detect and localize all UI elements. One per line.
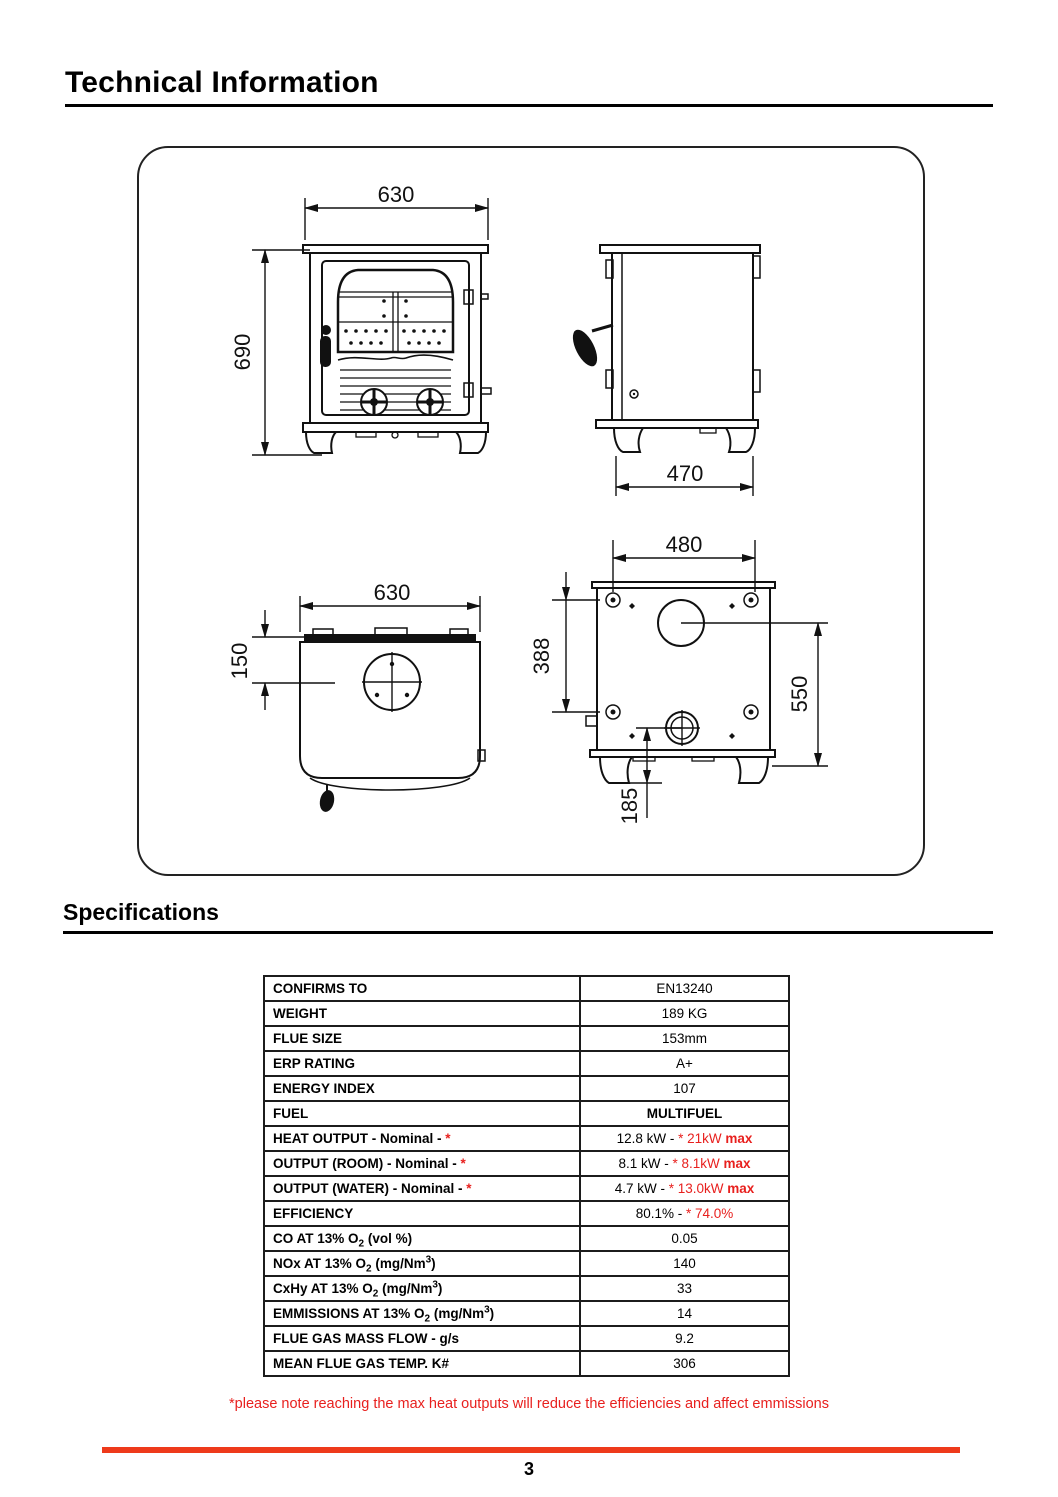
spec-value: 0.05 xyxy=(580,1226,789,1251)
boiler-bolts xyxy=(606,593,758,719)
dim-front-width: 630 xyxy=(377,182,415,207)
spec-value: 8.1 kW - * 8.1kW max xyxy=(580,1151,789,1176)
table-row xyxy=(264,1151,789,1176)
section-underline xyxy=(63,931,993,934)
spec-value: 12.8 kW - * 21kW max xyxy=(580,1126,789,1151)
door-handle-side xyxy=(568,325,613,370)
table-row xyxy=(264,1101,789,1126)
dim-front-height: 690 xyxy=(230,333,255,371)
spec-value: 80.1% - * 74.0% xyxy=(580,1201,789,1226)
spec-label: ENERGY INDEX xyxy=(264,1076,580,1101)
spec-value: 9.2 xyxy=(580,1326,789,1351)
spec-label: FLUE SIZE xyxy=(264,1026,580,1051)
section-title: Specifications xyxy=(63,899,219,925)
spec-label: EFFICIENCY xyxy=(264,1201,580,1226)
dim-side-depth: 470 xyxy=(666,461,704,486)
spec-value: MULTIFUEL xyxy=(580,1101,789,1126)
flue-outlet-rear xyxy=(658,600,704,646)
spec-value: 14 xyxy=(580,1301,789,1326)
spec-label: MEAN FLUE GAS TEMP. K# xyxy=(264,1351,580,1376)
spec-value: 153mm xyxy=(580,1026,789,1051)
spec-label: FUEL xyxy=(264,1101,580,1126)
table-row xyxy=(264,1226,789,1251)
air-control-knobs xyxy=(361,389,443,415)
specifications-table-body xyxy=(264,976,789,1376)
specifications-table xyxy=(263,975,790,1377)
spec-value: A+ xyxy=(580,1051,789,1076)
dim-rear-flue-height: 550 xyxy=(787,675,812,713)
spec-value: 189 KG xyxy=(580,1001,789,1026)
spec-label: ERP RATING xyxy=(264,1051,580,1076)
spec-label: NOx AT 13% $O_2$ (mg/Nm$^3$) xyxy=(264,1251,580,1276)
top-view-handle xyxy=(318,784,336,813)
flue-collar-top xyxy=(362,652,422,712)
front-view-drawing xyxy=(230,182,491,455)
page-title: Technical Information xyxy=(65,66,379,99)
table-row xyxy=(264,1001,789,1026)
boiler-tapping-rear xyxy=(664,710,700,746)
table-row xyxy=(264,1326,789,1351)
table-row xyxy=(264,1076,789,1101)
max-output-footnote: *please note reaching the max heat outputs will reduce the efficiencies and affect emmissions xyxy=(229,1396,829,1412)
spec-value: EN13240 xyxy=(580,976,789,1001)
spec-value: 4.7 kW - * 13.0kW max xyxy=(580,1176,789,1201)
spec-label: OUTPUT (ROOM) - Nominal - * xyxy=(264,1151,580,1176)
rear-view-drawing xyxy=(529,532,828,824)
dim-top-flue-offset: 150 xyxy=(227,642,252,680)
spec-label: HEAT OUTPUT - Nominal - * xyxy=(264,1126,580,1151)
spec-label: FLUE GAS MASS FLOW - g/s xyxy=(264,1326,580,1351)
page-number: 3 xyxy=(523,1459,534,1479)
spec-label: CO AT 13% $O_2$ (vol %) xyxy=(264,1226,580,1251)
spec-label: WEIGHT xyxy=(264,1001,580,1026)
dim-top-width: 630 xyxy=(373,580,411,605)
footer-accent-bar xyxy=(102,1447,960,1453)
table-row xyxy=(264,1251,789,1276)
table-row xyxy=(264,1126,789,1151)
spec-value: 107 xyxy=(580,1076,789,1101)
title-underline xyxy=(65,104,993,107)
spec-value: 33 xyxy=(580,1276,789,1301)
door-handle-front xyxy=(320,325,331,367)
spec-label: OUTPUT (WATER) - Nominal - * xyxy=(264,1176,580,1201)
dim-rear-bolt-width: 480 xyxy=(665,532,703,557)
door-hinges-front xyxy=(464,290,491,397)
side-view-drawing xyxy=(568,245,760,496)
spec-label: CONFIRMS TO xyxy=(264,976,580,1001)
spec-label: CxHy AT 13% $O_2$ (mg/Nm$^3$) xyxy=(264,1276,580,1301)
dim-rear-outlet-height: 185 xyxy=(617,787,642,825)
dim-rear-bolt-spacing: 388 xyxy=(529,637,554,675)
table-row xyxy=(264,976,789,1001)
table-row xyxy=(264,1276,789,1301)
table-row xyxy=(264,1176,789,1201)
spec-value: 306 xyxy=(580,1351,789,1376)
table-row xyxy=(264,1201,789,1226)
spec-label: EMMISSIONS AT 13% $O_2$ (mg/Nm$^3$) xyxy=(264,1301,580,1326)
diagram-border xyxy=(138,147,924,875)
spec-value: 140 xyxy=(580,1251,789,1276)
top-view-drawing xyxy=(227,580,485,813)
table-row xyxy=(264,1351,789,1376)
table-row xyxy=(264,1051,789,1076)
table-row xyxy=(264,1026,789,1051)
table-row xyxy=(264,1301,789,1326)
